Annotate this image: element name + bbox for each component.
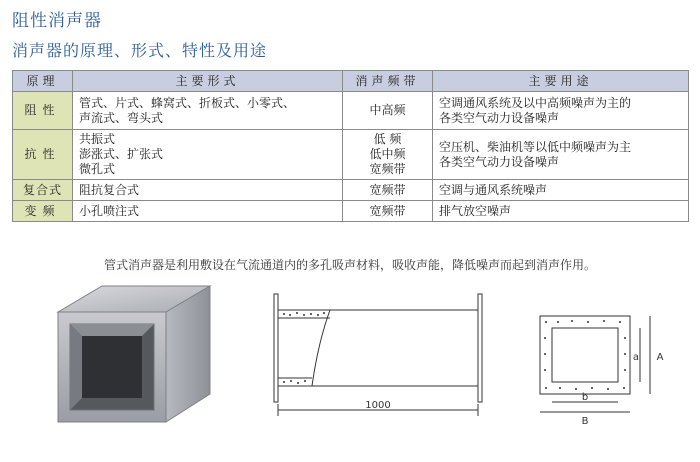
header-principle: 原理: [13, 71, 73, 92]
dim-B-label: B: [581, 416, 589, 427]
row-use: [433, 180, 689, 201]
row-forms: [73, 180, 343, 201]
table-header-row: [13, 71, 689, 92]
description-text: 管式消声器是利用敷设在气流通道内的多孔吸声材料，吸收声能，降低噪声而起到消声作用。: [103, 258, 596, 272]
band-line: 中高频: [369, 103, 406, 117]
row-forms: [73, 201, 343, 222]
header-band: 消声频带: [343, 71, 433, 92]
dim-b-label: b: [581, 392, 589, 403]
band-line: 宽频带: [369, 182, 406, 197]
row-principle: 变频: [13, 201, 73, 222]
use-line: 空压机、柴油机等以低中频噪声为主: [439, 139, 632, 154]
band-line: 宽频带: [369, 203, 406, 218]
longitudinal-section-drawing: [260, 288, 500, 428]
page-title: 阻性消声器: [12, 11, 102, 31]
form-line: 管式、片式、蜂窝式、折板式、小零式、: [79, 95, 296, 110]
row-principle: 复合式: [13, 180, 73, 201]
length-dimension: 1000: [365, 400, 391, 411]
band-line: 低 频: [373, 132, 402, 146]
form-line: 澎涨式、扩张式: [79, 147, 164, 161]
form-line: 声流式、弯头式: [79, 110, 164, 125]
form-line: 共振式: [79, 132, 116, 146]
row-band: [343, 180, 433, 201]
header-use: 主要用途: [433, 71, 689, 92]
form-line: 小孔喷注式: [79, 203, 140, 218]
use-line: 排气放空噪声: [439, 203, 512, 218]
muffler-product-image: [40, 282, 220, 432]
table-row: [13, 130, 689, 180]
row-band: [343, 130, 433, 180]
dim-a-label: a: [632, 352, 640, 363]
row-band: [343, 201, 433, 222]
band-line: 宽频带: [369, 162, 406, 176]
form-line: 微孔式: [79, 162, 116, 176]
use-line: 各类空气动力设备噪声: [439, 110, 560, 125]
dim-A-label: A: [656, 352, 664, 363]
use-line: 各类空气动力设备噪声: [439, 154, 560, 169]
use-line: 空调通风系统及以中高频噪声为主的: [439, 95, 632, 110]
row-forms: [73, 92, 343, 130]
table-row: [13, 201, 689, 222]
row-principle: 抗性: [13, 130, 73, 180]
cross-section-drawing: [528, 308, 678, 438]
table-row: [13, 180, 689, 201]
form-line: 阻抗复合式: [79, 182, 140, 197]
row-forms: [73, 130, 343, 180]
band-line: 低中频: [369, 147, 406, 161]
use-line: 空调与通风系统噪声: [439, 182, 548, 197]
section-subtitle: 消声器的原理、形式、特性及用途: [12, 41, 268, 60]
header-forms: 主要形式: [73, 71, 343, 92]
row-principle: 阻性: [13, 92, 73, 130]
row-use: [433, 130, 689, 180]
row-use: [433, 201, 689, 222]
row-band: [343, 92, 433, 130]
row-use: [433, 92, 689, 130]
table-row: [13, 92, 689, 130]
spec-table: [12, 70, 689, 222]
